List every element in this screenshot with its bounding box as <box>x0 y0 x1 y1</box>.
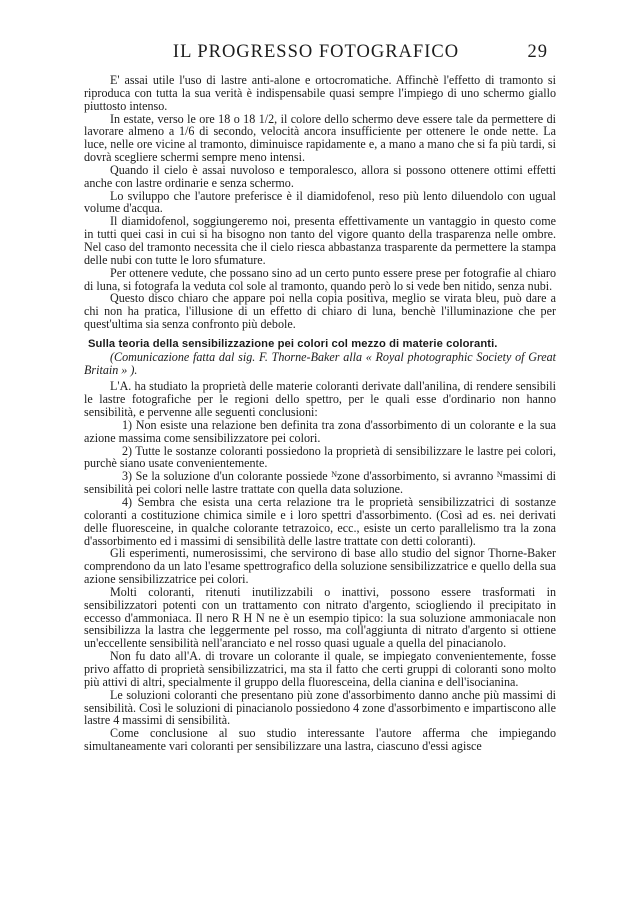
section-source-note: (Comunicazione fatta dal sig. F. Thorne-Baker alla « Royal photographic Society of Great Britain » ). <box>84 349 556 377</box>
paragraph: In estate, verso le ore 18 o 18 1/2, il colore dello schermo deve essere tale da permettere di lavorare almeno a 1/6 di secondo, velocità ancora insufficiente per ottenere le onde nette. La luce, nelle ore vicine al tramonto, diminuisce rapidamente e, a mano a mano che si fa più tardi, si dovrà scegliere schermi sempre meno intensi. <box>84 111 556 165</box>
conclusion-item: 4) Sembra che esista una certa relazione tra le proprietà sensibilizzatrici di sostanze coloranti a costituzione chimica simile e i loro spettri d'assorbimento. (Così ad es. nei derivati delle fluoresceine, in qualche colorante tetrazoico, ecc., esiste un certo parallelismo tra la zona d'assorbimento ed i massimi di sensibilità delle lastre trattate con detti coloranti). <box>84 495 556 548</box>
journal-title: IL PROGRESSO FOTOGRAFICO <box>172 42 460 62</box>
superscript-n: N <box>331 470 338 480</box>
paragraph: Molti coloranti, ritenuti inutilizzabili o inattivi, possono essere trasformati in sensibilizzatori potenti con un trattamento con nitrato d'argento, sciogliendo il precipitato in eccesso d'ammoniaca. Il nero R H N ne è un esempio tipico: la sua soluzione ammoniacale non sensibilizza la lastra che leggermente pel rosso, ma coll'aggiunta di nitrato d'argento si ottiene un'eccellente sensibilità nell'aranciato e nel rosso quasi uguale a quella del pinacianolo. <box>84 584 556 651</box>
superscript-n: N <box>496 470 503 480</box>
page-number: 29 <box>527 42 548 62</box>
paragraph: E' assai utile l'uso di lastre anti-alone e ortocromatiche. Affinchè l'effetto di tramonto si riproduca con tutta la sua verità è indispensabile quasi sempre l'impiego di uno schermo giallo piuttosto intenso. <box>84 73 556 113</box>
section-title: Sulla teoria della sensibilizzazione pei colori col mezzo di materie coloranti. <box>88 337 498 350</box>
conclusion-item <box>84 470 556 496</box>
paragraph: Il diamidofenol, soggiungeremo noi, presenta effettivamente un vantaggio in questo come in tutti quei casi in cui si ha bisogno non tanto del vigore quanto della trasparenza nelle ombre. Nel caso del tramonto necessita che il cielo riesca abbastanza trasparente da permettere la stampa delle nubi con tutte le loro sfumature. <box>84 214 556 267</box>
paragraph: Lo sviluppo che l'autore preferisce è il diamidofenol, reso più lento diluendolo con ugual volume d'acqua. <box>84 188 556 216</box>
paragraph: Gli esperimenti, numerosissimi, che servirono di base allo studio del signor Thorne-Baker comprendono da un lato l'esame spettrografico della soluzione sensibilizzatrice e quello della sua azione sensibilizzatrice pei colori. <box>84 546 556 587</box>
conclusion-item: 2) Tutte le sostanze coloranti possiedono la proprietà di sensibilizzare le lastre pei colori, purchè siano usate convenientemente. <box>84 443 556 471</box>
paragraph: Non fu dato all'A. di trovare un colorante il quale, se impiegato convenientemente, fosse privo affatto di proprietà sensibilizzatrici, ma sta il fatto che certi gruppi di coloranti sono molto più attivi di altri, specialmente il gruppo della fluoresceina, della cianina e dell'isocianina. <box>84 649 556 689</box>
paragraph: Come conclusione al suo studio interessante l'autore afferma che impiegando simultaneamente vari coloranti per sensibilizzare una lastra, ciascuno d'essi agisce <box>84 726 556 754</box>
conclusion-3-text: zone d'assorbimento, si avranno <box>337 469 494 484</box>
paragraph: Questo disco chiaro che appare poi nella copia positiva, meglio se virata bleu, può dare a chi non ha pratica, l'illusione di un effetto di chiaro di luna, benchè l'illuminazione che per quest'ultima sia senza confronto più debole. <box>84 291 556 332</box>
paragraph: Per ottenere vedute, che possano sino ad un certo punto essere prese per fotografie al chiaro di luna, si fotografa la veduta col sole al tramonto, quando però lo si vede ben nitido, senza nubi. <box>84 265 556 293</box>
intro-paragraph: L'A. ha studiato la proprietà delle materie coloranti derivate dall'anilina, di rendere sensibili le lastre fotografiche per le regioni dello spettro, per le quali esse d'ordinario non hanno sensibilità, e pervenne alle seguenti conclusioni: <box>84 379 556 420</box>
conclusion-3-text: 3) Se la soluzione d'un colorante possiede <box>122 469 328 484</box>
paragraph: Le soluzioni coloranti che presentano più zone d'assorbimento danno anche più massimi di sensibilità. Così le soluzioni di pinacianolo possiedono 4 zone d'assorbimento e impartiscono alle lastre 4 massimi di sensibilità. <box>84 687 556 728</box>
article-body <box>84 74 556 753</box>
paragraph: Quando il cielo è assai nuvoloso e temporalesco, allora si possono ottenere ottimi effetti anche con lastre ordinarie e senza schermo. <box>84 162 556 190</box>
conclusion-item: 1) Non esiste una relazione ben definita tra zona d'assorbimento di un colorante e la sua azione massima come sensibilizzatore pei colori. <box>84 417 556 445</box>
conclusion-3-text: massimi di sensibilità pei colori nelle lastre trattate con quella data soluzione. <box>84 469 556 497</box>
